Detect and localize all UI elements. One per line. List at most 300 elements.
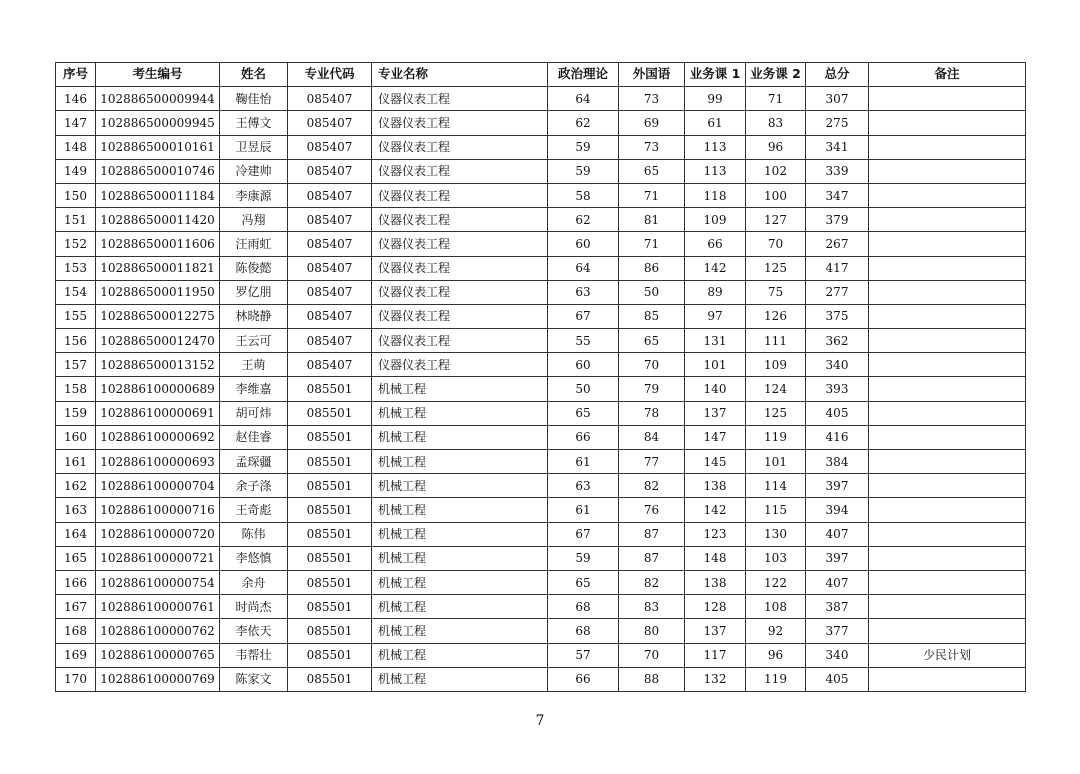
- table-row: [56, 570, 1026, 594]
- seq-cell: 156: [56, 329, 96, 353]
- major-code-cell: 085501: [288, 546, 372, 570]
- total-cell: 405: [806, 667, 869, 691]
- major-name-cell: 仪器仪表工程: [372, 87, 548, 111]
- exam-id-cell: 102886500012275: [96, 304, 220, 328]
- foreign-language-cell: 87: [619, 522, 685, 546]
- subject1-cell: 61: [685, 111, 746, 135]
- politics-cell: 62: [548, 208, 619, 232]
- name-cell: 陈家文: [220, 667, 288, 691]
- table-header: [56, 63, 1026, 87]
- seq-cell: 163: [56, 498, 96, 522]
- subject2-cell: 108: [746, 595, 806, 619]
- name-cell: 时尚杰: [220, 595, 288, 619]
- foreign-language-cell: 86: [619, 256, 685, 280]
- subject2-cell: 119: [746, 667, 806, 691]
- major-name-cell: 机械工程: [372, 546, 548, 570]
- exam-id-cell: 102886500011950: [96, 280, 220, 304]
- major-name-cell: 仪器仪表工程: [372, 256, 548, 280]
- subject2-cell: 70: [746, 232, 806, 256]
- page-number: 7: [535, 713, 545, 729]
- table-row: [56, 329, 1026, 353]
- foreign-language-cell: 65: [619, 329, 685, 353]
- foreign-language-cell: 82: [619, 570, 685, 594]
- table-row: [56, 87, 1026, 111]
- major-name-cell: 机械工程: [372, 377, 548, 401]
- major-code-cell: 085407: [288, 87, 372, 111]
- name-cell: 鞠佳怡: [220, 87, 288, 111]
- total-cell: 417: [806, 256, 869, 280]
- subject2-header: 业务课 2: [746, 63, 806, 87]
- subject1-cell: 117: [685, 643, 746, 667]
- exam-id-cell: 102886100000765: [96, 643, 220, 667]
- major-code-cell: 085501: [288, 450, 372, 474]
- major-name-cell: 机械工程: [372, 619, 548, 643]
- subject2-cell: 111: [746, 329, 806, 353]
- politics-cell: 65: [548, 401, 619, 425]
- major-name-cell: 仪器仪表工程: [372, 304, 548, 328]
- name-cell: 王奇彪: [220, 498, 288, 522]
- subject2-cell: 125: [746, 256, 806, 280]
- subject1-cell: 138: [685, 474, 746, 498]
- remarks-cell: [869, 546, 1026, 570]
- seq-cell: 170: [56, 667, 96, 691]
- table-row: [56, 280, 1026, 304]
- seq-cell: 167: [56, 595, 96, 619]
- politics-cell: 65: [548, 570, 619, 594]
- total-header: 总分: [806, 63, 869, 87]
- major-code-cell: 085501: [288, 401, 372, 425]
- name-cell: 李依天: [220, 619, 288, 643]
- major-code-cell: 085407: [288, 208, 372, 232]
- foreign-language-cell: 87: [619, 546, 685, 570]
- foreign-language-cell: 80: [619, 619, 685, 643]
- subject1-cell: 140: [685, 377, 746, 401]
- major-code-cell: 085501: [288, 595, 372, 619]
- name-cell: 王云可: [220, 329, 288, 353]
- total-cell: 379: [806, 208, 869, 232]
- name-cell: 李维嘉: [220, 377, 288, 401]
- subject2-cell: 101: [746, 450, 806, 474]
- politics-cell: 66: [548, 667, 619, 691]
- remarks-cell: [869, 87, 1026, 111]
- foreign-language-cell: 82: [619, 474, 685, 498]
- name-cell: 李悠慎: [220, 546, 288, 570]
- subject2-cell: 75: [746, 280, 806, 304]
- remarks-cell: [869, 570, 1026, 594]
- politics-cell: 61: [548, 450, 619, 474]
- foreign-language-cell: 71: [619, 232, 685, 256]
- seq-cell: 151: [56, 208, 96, 232]
- foreign-language-cell: 79: [619, 377, 685, 401]
- politics-cell: 62: [548, 111, 619, 135]
- subject2-cell: 125: [746, 401, 806, 425]
- major-code-cell: 085407: [288, 304, 372, 328]
- exam-id-cell: 102886500012470: [96, 329, 220, 353]
- table-row: [56, 595, 1026, 619]
- name-cell: 赵佳睿: [220, 425, 288, 449]
- seq-cell: 162: [56, 474, 96, 498]
- politics-cell: 58: [548, 183, 619, 207]
- subject1-cell: 145: [685, 450, 746, 474]
- name-cell: 韦帮壮: [220, 643, 288, 667]
- subject1-cell: 137: [685, 401, 746, 425]
- subject2-cell: 83: [746, 111, 806, 135]
- remarks-cell: [869, 183, 1026, 207]
- major-name-cell: 仪器仪表工程: [372, 232, 548, 256]
- exam-id-cell: 102886500010161: [96, 135, 220, 159]
- exam-id-cell: 102886100000754: [96, 570, 220, 594]
- table-row: [56, 377, 1026, 401]
- name-header: 姓名: [220, 63, 288, 87]
- name-cell: 胡可炜: [220, 401, 288, 425]
- subject1-cell: 131: [685, 329, 746, 353]
- total-cell: 275: [806, 111, 869, 135]
- major-name-cell: 机械工程: [372, 522, 548, 546]
- exam-id-cell: 102886100000704: [96, 474, 220, 498]
- total-cell: 339: [806, 159, 869, 183]
- name-cell: 孟琛疆: [220, 450, 288, 474]
- remarks-cell: [869, 353, 1026, 377]
- exam-id-cell: 102886100000720: [96, 522, 220, 546]
- major-code-cell: 085407: [288, 353, 372, 377]
- subject2-cell: 103: [746, 546, 806, 570]
- politics-cell: 57: [548, 643, 619, 667]
- subject2-cell: 109: [746, 353, 806, 377]
- politics-cell: 59: [548, 546, 619, 570]
- major-name-cell: 仪器仪表工程: [372, 329, 548, 353]
- seq-cell: 159: [56, 401, 96, 425]
- subject1-header: 业务课 1: [685, 63, 746, 87]
- subject2-cell: 124: [746, 377, 806, 401]
- politics-cell: 60: [548, 353, 619, 377]
- name-cell: 冯翔: [220, 208, 288, 232]
- major-name-cell: 机械工程: [372, 425, 548, 449]
- subject1-cell: 123: [685, 522, 746, 546]
- subject2-cell: 127: [746, 208, 806, 232]
- major-name-cell: 仪器仪表工程: [372, 135, 548, 159]
- foreign-language-cell: 70: [619, 643, 685, 667]
- seq-cell: 166: [56, 570, 96, 594]
- total-cell: 407: [806, 522, 869, 546]
- remarks-cell: [869, 256, 1026, 280]
- table-row: [56, 425, 1026, 449]
- seq-cell: 161: [56, 450, 96, 474]
- total-cell: 407: [806, 570, 869, 594]
- table-row: [56, 208, 1026, 232]
- table-row: [56, 111, 1026, 135]
- major-code-cell: 085501: [288, 522, 372, 546]
- name-cell: 罗亿朋: [220, 280, 288, 304]
- foreign-language-cell: 71: [619, 183, 685, 207]
- politics-header: 政治理论: [548, 63, 619, 87]
- major-name-cell: 仪器仪表工程: [372, 183, 548, 207]
- seq-cell: 153: [56, 256, 96, 280]
- total-cell: 340: [806, 643, 869, 667]
- foreign-language-cell: 85: [619, 304, 685, 328]
- remarks-header: 备注: [869, 63, 1026, 87]
- remarks-cell: [869, 304, 1026, 328]
- subject2-cell: 114: [746, 474, 806, 498]
- total-cell: 384: [806, 450, 869, 474]
- foreign-language-cell: 76: [619, 498, 685, 522]
- major-name-cell: 机械工程: [372, 498, 548, 522]
- seq-cell: 146: [56, 87, 96, 111]
- name-cell: 陈伟: [220, 522, 288, 546]
- foreign-language-cell: 77: [619, 450, 685, 474]
- exam-id-cell: 102886100000689: [96, 377, 220, 401]
- politics-cell: 64: [548, 87, 619, 111]
- table-row: [56, 643, 1026, 667]
- remarks-cell: [869, 135, 1026, 159]
- total-cell: 375: [806, 304, 869, 328]
- subject2-cell: 130: [746, 522, 806, 546]
- header-row: [56, 63, 1026, 87]
- name-cell: 余舟: [220, 570, 288, 594]
- table-row: [56, 667, 1026, 691]
- politics-cell: 59: [548, 159, 619, 183]
- name-cell: 汪雨虹: [220, 232, 288, 256]
- subject1-cell: 113: [685, 135, 746, 159]
- politics-cell: 61: [548, 498, 619, 522]
- subject2-cell: 96: [746, 135, 806, 159]
- major-code-cell: 085407: [288, 280, 372, 304]
- politics-cell: 68: [548, 619, 619, 643]
- major-name-cell: 仪器仪表工程: [372, 353, 548, 377]
- foreign-language-header: 外国语: [619, 63, 685, 87]
- subject1-cell: 89: [685, 280, 746, 304]
- exam-id-cell: 102886500011184: [96, 183, 220, 207]
- table-row: [56, 159, 1026, 183]
- exam-id-cell: 102886500009944: [96, 87, 220, 111]
- foreign-language-cell: 84: [619, 425, 685, 449]
- table-row: [56, 183, 1026, 207]
- seq-cell: 160: [56, 425, 96, 449]
- seq-cell: 150: [56, 183, 96, 207]
- subject1-cell: 118: [685, 183, 746, 207]
- total-cell: 416: [806, 425, 869, 449]
- exam-id-cell: 102886100000721: [96, 546, 220, 570]
- exam-id-header: 考生编号: [96, 63, 220, 87]
- politics-cell: 68: [548, 595, 619, 619]
- subject2-cell: 71: [746, 87, 806, 111]
- major-code-cell: 085407: [288, 111, 372, 135]
- remarks-cell: [869, 667, 1026, 691]
- major-code-header: 专业代码: [288, 63, 372, 87]
- remarks-cell: [869, 522, 1026, 546]
- table-row: [56, 474, 1026, 498]
- name-cell: 陈俊懿: [220, 256, 288, 280]
- total-cell: 397: [806, 474, 869, 498]
- major-name-cell: 机械工程: [372, 643, 548, 667]
- subject2-cell: 102: [746, 159, 806, 183]
- politics-cell: 63: [548, 280, 619, 304]
- major-code-cell: 085407: [288, 329, 372, 353]
- major-code-cell: 085501: [288, 498, 372, 522]
- subject1-cell: 66: [685, 232, 746, 256]
- major-code-cell: 085407: [288, 183, 372, 207]
- total-cell: 362: [806, 329, 869, 353]
- exam-id-cell: 102886500013152: [96, 353, 220, 377]
- remarks-cell: [869, 401, 1026, 425]
- subject1-cell: 142: [685, 256, 746, 280]
- politics-cell: 63: [548, 474, 619, 498]
- major-name-cell: 机械工程: [372, 450, 548, 474]
- remarks-cell: [869, 111, 1026, 135]
- total-cell: 307: [806, 87, 869, 111]
- seq-cell: 157: [56, 353, 96, 377]
- major-name-cell: 仪器仪表工程: [372, 280, 548, 304]
- politics-cell: 60: [548, 232, 619, 256]
- seq-header: 序号: [56, 63, 96, 87]
- total-cell: 267: [806, 232, 869, 256]
- table-row: [56, 135, 1026, 159]
- remarks-cell: [869, 280, 1026, 304]
- major-code-cell: 085501: [288, 643, 372, 667]
- foreign-language-cell: 50: [619, 280, 685, 304]
- seq-cell: 152: [56, 232, 96, 256]
- seq-cell: 154: [56, 280, 96, 304]
- exam-id-cell: 102886500010746: [96, 159, 220, 183]
- total-cell: 347: [806, 183, 869, 207]
- exam-id-cell: 102886100000716: [96, 498, 220, 522]
- politics-cell: 66: [548, 425, 619, 449]
- seq-cell: 158: [56, 377, 96, 401]
- foreign-language-cell: 81: [619, 208, 685, 232]
- exam-id-cell: 102886100000769: [96, 667, 220, 691]
- major-code-cell: 085501: [288, 570, 372, 594]
- table-row: [56, 619, 1026, 643]
- foreign-language-cell: 70: [619, 353, 685, 377]
- exam-id-cell: 102886500011821: [96, 256, 220, 280]
- exam-id-cell: 102886500011420: [96, 208, 220, 232]
- table-row: [56, 304, 1026, 328]
- major-name-cell: 机械工程: [372, 667, 548, 691]
- seq-cell: 149: [56, 159, 96, 183]
- politics-cell: 64: [548, 256, 619, 280]
- exam-id-cell: 102886100000762: [96, 619, 220, 643]
- politics-cell: 50: [548, 377, 619, 401]
- major-code-cell: 085501: [288, 619, 372, 643]
- major-name-cell: 仪器仪表工程: [372, 159, 548, 183]
- exam-id-cell: 102886100000761: [96, 595, 220, 619]
- subject1-cell: 137: [685, 619, 746, 643]
- seq-cell: 148: [56, 135, 96, 159]
- major-code-cell: 085407: [288, 232, 372, 256]
- major-name-cell: 机械工程: [372, 595, 548, 619]
- subject2-cell: 115: [746, 498, 806, 522]
- major-name-cell: 机械工程: [372, 401, 548, 425]
- subject1-cell: 97: [685, 304, 746, 328]
- table-row: [56, 546, 1026, 570]
- major-code-cell: 085501: [288, 425, 372, 449]
- total-cell: 341: [806, 135, 869, 159]
- remarks-cell: [869, 498, 1026, 522]
- subject1-cell: 109: [685, 208, 746, 232]
- subject2-cell: 122: [746, 570, 806, 594]
- score-table: [55, 62, 1026, 692]
- foreign-language-cell: 88: [619, 667, 685, 691]
- total-cell: 387: [806, 595, 869, 619]
- major-name-cell: 仪器仪表工程: [372, 111, 548, 135]
- subject1-cell: 113: [685, 159, 746, 183]
- total-cell: 405: [806, 401, 869, 425]
- seq-cell: 165: [56, 546, 96, 570]
- exam-id-cell: 102886100000693: [96, 450, 220, 474]
- subject2-cell: 96: [746, 643, 806, 667]
- table-body: [56, 87, 1026, 692]
- seq-cell: 147: [56, 111, 96, 135]
- name-cell: 王傅文: [220, 111, 288, 135]
- remarks-cell: [869, 474, 1026, 498]
- major-code-cell: 085407: [288, 135, 372, 159]
- total-cell: 394: [806, 498, 869, 522]
- subject1-cell: 138: [685, 570, 746, 594]
- subject2-cell: 92: [746, 619, 806, 643]
- subject1-cell: 99: [685, 87, 746, 111]
- table-row: [56, 232, 1026, 256]
- subject2-cell: 100: [746, 183, 806, 207]
- major-code-cell: 085407: [288, 159, 372, 183]
- seq-cell: 155: [56, 304, 96, 328]
- remarks-cell: [869, 425, 1026, 449]
- major-code-cell: 085407: [288, 256, 372, 280]
- remarks-cell: [869, 595, 1026, 619]
- subject1-cell: 148: [685, 546, 746, 570]
- seq-cell: 169: [56, 643, 96, 667]
- exam-id-cell: 102886100000692: [96, 425, 220, 449]
- politics-cell: 67: [548, 304, 619, 328]
- remarks-cell: [869, 208, 1026, 232]
- remarks-cell: 少民计划: [869, 643, 1026, 667]
- remarks-cell: [869, 619, 1026, 643]
- major-name-cell: 机械工程: [372, 474, 548, 498]
- remarks-cell: [869, 329, 1026, 353]
- subject2-cell: 126: [746, 304, 806, 328]
- subject1-cell: 142: [685, 498, 746, 522]
- major-code-cell: 085501: [288, 667, 372, 691]
- exam-id-cell: 102886500009945: [96, 111, 220, 135]
- total-cell: 397: [806, 546, 869, 570]
- exam-id-cell: 102886100000691: [96, 401, 220, 425]
- major-name-header: 专业名称: [372, 63, 548, 87]
- subject1-cell: 132: [685, 667, 746, 691]
- table-row: [56, 353, 1026, 377]
- subject1-cell: 128: [685, 595, 746, 619]
- exam-id-cell: 102886500011606: [96, 232, 220, 256]
- politics-cell: 55: [548, 329, 619, 353]
- major-name-cell: 仪器仪表工程: [372, 208, 548, 232]
- name-cell: 卫昱辰: [220, 135, 288, 159]
- remarks-cell: [869, 450, 1026, 474]
- foreign-language-cell: 73: [619, 87, 685, 111]
- table-row: [56, 450, 1026, 474]
- table-row: [56, 256, 1026, 280]
- foreign-language-cell: 69: [619, 111, 685, 135]
- remarks-cell: [869, 377, 1026, 401]
- seq-cell: 164: [56, 522, 96, 546]
- foreign-language-cell: 83: [619, 595, 685, 619]
- remarks-cell: [869, 159, 1026, 183]
- total-cell: 340: [806, 353, 869, 377]
- subject1-cell: 101: [685, 353, 746, 377]
- subject1-cell: 147: [685, 425, 746, 449]
- subject2-cell: 119: [746, 425, 806, 449]
- name-cell: 余子涤: [220, 474, 288, 498]
- name-cell: 李康源: [220, 183, 288, 207]
- politics-cell: 67: [548, 522, 619, 546]
- foreign-language-cell: 65: [619, 159, 685, 183]
- major-code-cell: 085501: [288, 377, 372, 401]
